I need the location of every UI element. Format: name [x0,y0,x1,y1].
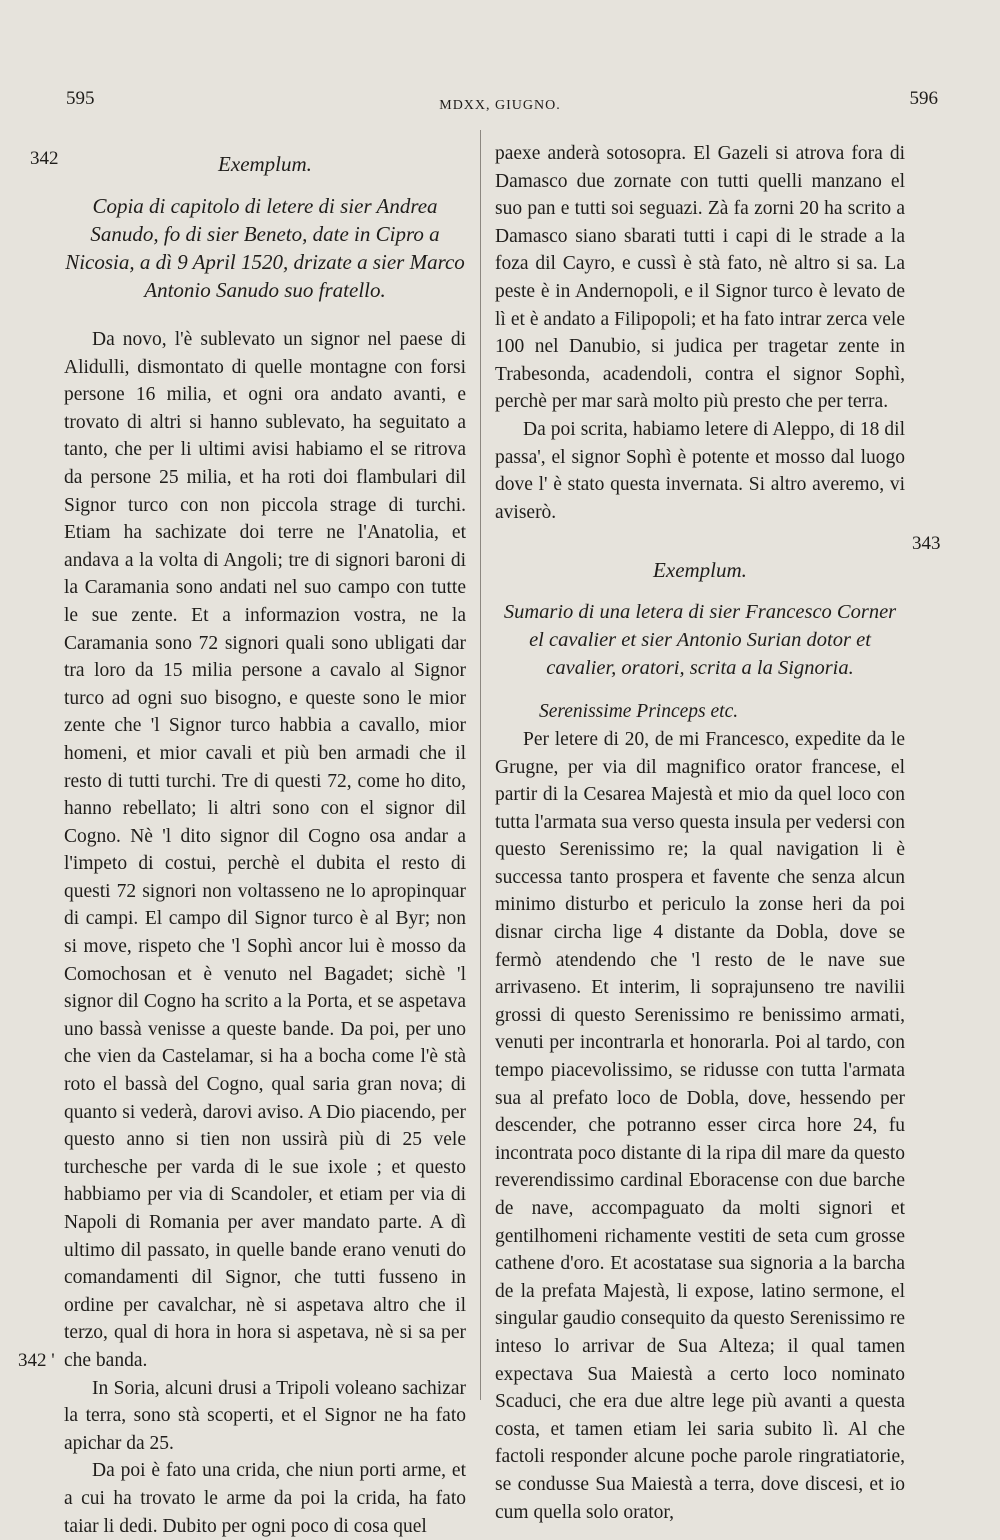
right-sumario: Sumario di una letera di sier Francesco Corner el cavalier et sier Antonio Surian dotor et cavalier, oratori, scrita a la Signoria. [503,601,897,680]
right-paragraph-1: paexe anderà sotosopra. El Gazeli si atrova fora di Damasco due zornate con tutti quelli manzano el suo pan e tutti soi seguazi. Zà fa zorni 20 ha scrito a Damasco siano sbarati tutti i capi di le strade a la foza dil Cayro, e cussì è stà fato, nè altro si sa. La peste è in Andernopoli, e il Signor turco è levato de lì et è andato a Filipopoli; et ha fato intrar zerca vele 100 nel Danubio, si judica per tragetar zente in Trabesonda, acadendoli, contra el signor Sophì, perchè per mar sarà molto più presto che per terra. [495,143,905,413]
page-number-left: 595 [66,88,95,109]
left-paragraph-2: In Soria, alcuni drusi a Tripoli voleano sachizar la terra, sono stà scoperti, et el Signor ne ha fato apichar da 25. [64,1377,466,1454]
left-paragraph-3: Da poi è fato una crida, che niun porti arme, et a cui ha trovato le arme da poi la crida, ha fato taiar li dedi. Dubito per ogni poco di cosa quel [64,1460,466,1537]
right-paragraph-2: Da poi scrita, habiamo letere di Aleppo, di 18 dil passa', el signor Sophì è potente et mosso dal luogo dove l' è stato questa invernata. Si altro averemo, vi aviserò. [495,418,905,523]
right-column [495,140,905,1526]
left-heading: Exemplum. [218,152,312,176]
page-number-right: 596 [909,88,938,109]
left-paragraph-1: Da novo, l'è sublevato un signor nel paese di Alidulli, dismontato di quelle montagne con forsi persone 16 milia, et ogni ora andato avanti, e trovato di altri si hanno sublevato, ha seguitato a tanto, che per li ultimi avisi habiamo el se ritrova da persone 25 milia, et ha roti doi flambulari dil Signor turco con non piccola strage di turchi. Etiam ha sachizate doi terre ne l'Anatolia, et andava a la volta di Angoli; tre di signori baroni di la Caramania sono andati nel suo campo con tutte le sue zente. Et a informazion vostra, ne la Caramania sono 72 signori quali sono ubligati dar tra loro da 15 milia persone a cavalo al Signor turco ad ogni suo bisogno, e queste sono le mior zente che 'l Signor turco habbia a cavallo, mior homeni, et mior cavali et più ben armadi che il resto di tutti turchi. Tre di questi 72, come ho dito, hanno rebellato; li altri sono con el signor dil Cogno. Nè 'l dito signor dil Cogno osa andar a l'impeto di costui, perchè el dubita el resto di questi 72 signori non voltasseno ne lo apropinquar di campi. El campo dil Signor turco è al Byr; non si move, rispeto che 'l Sophì ancor lui è mosso da Comochosan et è venuto nel Bagadet; sichè 'l signor dil Cogno ha scrito a la Porta, et se aspetava uno bassà venisse a queste bande. Da poi, per uno che vien da Castelamar, si ha a bocha come l'è stà roto el bassà del Cogno, qual saria gran nova; di quanto si vederà, darovi aviso. A Dio piacendo, per questo anno si tien non ussirà più di 25 vele turchesche per varda di le sue ixole ; et questo habbiamo per via di Scandoler, et etiam per via di Napoli di Romania per aver mandato parte. A dì ultimo dil passato, in quelle bande erano venuti do comandamenti dil Signor, che tutti fusseno in ordine per cavalchar, nè si aspetava altro che il terzo, qual di hora in hora si aspetava, nè si sa per che banda. [64,329,466,1371]
right-letter: Per letere di 20, de mi Francesco, expedite da le Grugne, per via dil magnifico orator francese, el partir di la Cesarea Majestà et mio da quel loco con tutta l'armata sua verso questa insula per vedersi con questo Serenissimo re; la qual navigation li è successa tanto prospera et favente che senza alcun minimo disturbo et periculo la zonse heri da poi disnar circha lige 4 distante da Dobla, dove se fermò atendendo che 'l resto de le nave sue arrivaseno. Et interim, li soprajunseno tre navilii grossi di questo Serenissimo re benissimo armati, venuti per incontrarla et honorarla. Poi al tardo, con tempo piacevolissimo, se ridusse con tutta l'armata sua al prefato loco de Dobla, dove, hessendo per descender, che potranno esser circa hore 24, fu incontrata poco distante di la ripa dil mare da questo reverendissimo cardinal Eboracense con due barche de nave, accompaguato da molti signori et gentilhomeni richamente vestiti de seta cum grosse cathene d'oro. Et acostatase sua signoria a la barcha de la prefata Majestà, li expose, latino sermone, el singular gaudio consequito da questo Serenissimo re inteso lo arrivar de Sua Alteza; il qual tamen expectava Sua Maiestà a certo loco nominato Scaduci, che era due altre lege più avanti a questa costa, et tamen etiam lei saria subito lì. Al che factoli responder alcune poche parole ringratiatorie, se condusse Sua Maiestà a terra, dove discesi, et io cum quella solo orator, [495,728,905,1523]
margin-note-left-top: 342 [30,148,59,169]
right-heading: Exemplum. [653,558,747,583]
left-column [64,140,466,1540]
right-salute: Serenissime Princeps etc. [539,701,739,723]
margin-note-right-mid: 343 [912,533,941,554]
column-divider [480,130,481,1400]
running-header: MDXX, GIUGNO. [439,98,561,113]
margin-note-left-bottom: 342 ' [18,1350,55,1371]
left-intro: Copia di capitolo di letere di sier Andrea Sanudo, fo di sier Beneto, date in Cipro a Nicosia, a dì 9 April 1520, drizate a sier Marco Antonio Sanudo suo fratello. [65,194,465,302]
